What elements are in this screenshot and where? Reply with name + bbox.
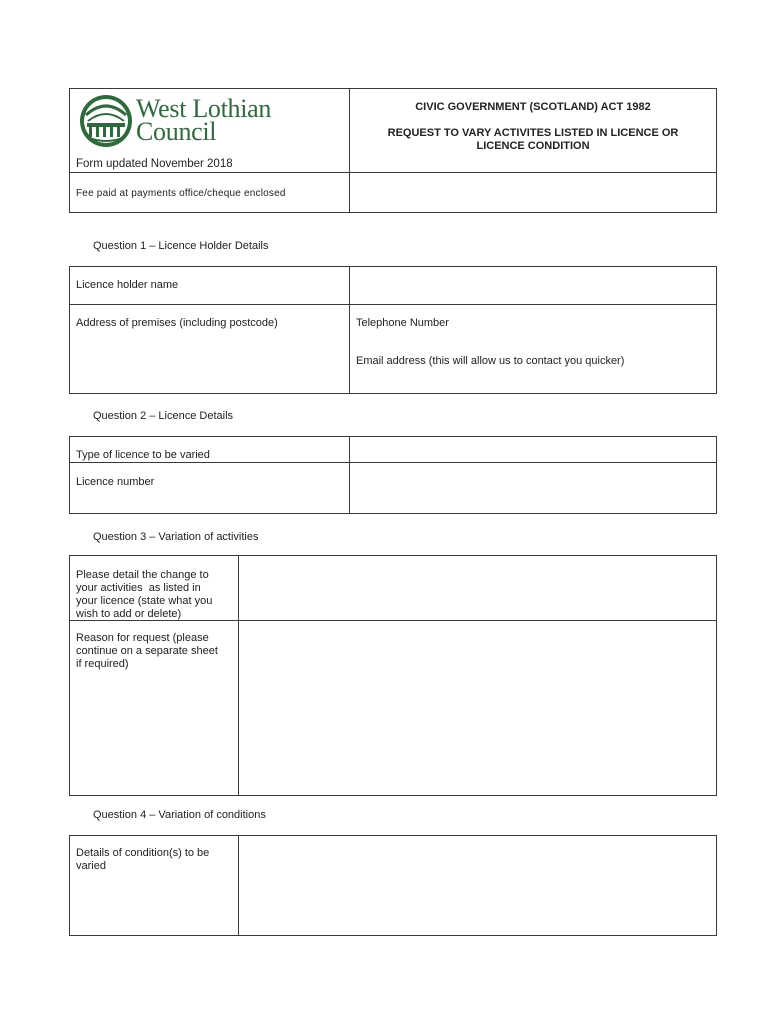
q2-divider-vertical [349, 436, 350, 514]
council-emblem-icon [78, 93, 134, 149]
question-1-heading: Question 1 – Licence Holder Details [93, 240, 269, 252]
condition-details-label-line1: Details of condition(s) to be [76, 847, 210, 859]
form-updated-label: Form updated November 2018 [76, 158, 233, 170]
header-divider-horizontal [69, 172, 717, 173]
q3-divider-vertical [238, 555, 239, 796]
activity-change-label-line1: Please detail the change to [76, 569, 209, 581]
fee-paid-label: Fee paid at payments office/cheque enclosed [76, 188, 286, 199]
q1-divider-horizontal [69, 304, 717, 305]
act-title: CIVIC GOVERNMENT (SCOTLAND) ACT 1982 [415, 101, 651, 113]
activity-change-label-line4: wish to add or delete) [76, 608, 182, 620]
activity-change-label-line3: your licence (state what you [76, 595, 213, 607]
logo-text-line1: West Lothian [136, 94, 272, 123]
address-field[interactable] [71, 334, 347, 392]
address-label: Address of premises (including postcode) [76, 317, 278, 329]
logo-text-line2: Council [136, 117, 217, 146]
licence-type-label: Type of licence to be varied [76, 449, 210, 461]
licence-type-field[interactable] [351, 438, 715, 461]
question-3-heading: Question 3 – Variation of activities [93, 531, 259, 543]
activity-change-label-line2: your activities as listed in [76, 582, 201, 594]
activity-change-field[interactable] [240, 557, 715, 619]
request-title-line2: LICENCE CONDITION [476, 140, 590, 152]
request-title-line1: REQUEST TO VARY ACTIVITES LISTED IN LICENCE OR [387, 127, 679, 139]
licence-number-label: Licence number [76, 476, 155, 488]
question-4-heading: Question 4 – Variation of conditions [93, 809, 266, 821]
telephone-label: Telephone Number [356, 317, 449, 329]
council-logo [78, 93, 288, 149]
condition-details-label-line2: varied [76, 860, 106, 872]
fee-paid-field[interactable] [351, 174, 715, 211]
condition-details-field[interactable] [240, 837, 715, 934]
q1-divider-vertical [349, 266, 350, 394]
email-label: Email address (this will allow us to contact you quicker) [356, 355, 625, 367]
reason-label-line1: Reason for request (please [76, 632, 209, 644]
reason-label-line3: if required) [76, 658, 129, 670]
question-2-heading: Question 2 – Licence Details [93, 410, 234, 422]
q4-divider-vertical [238, 835, 239, 936]
licence-number-field[interactable] [351, 464, 715, 512]
licence-holder-name-field[interactable] [351, 268, 715, 303]
licence-holder-name-label: Licence holder name [76, 279, 179, 291]
q2-divider-horizontal [69, 462, 717, 463]
reason-label-line2: continue on a separate sheet [76, 645, 218, 657]
reason-field[interactable] [240, 622, 715, 794]
